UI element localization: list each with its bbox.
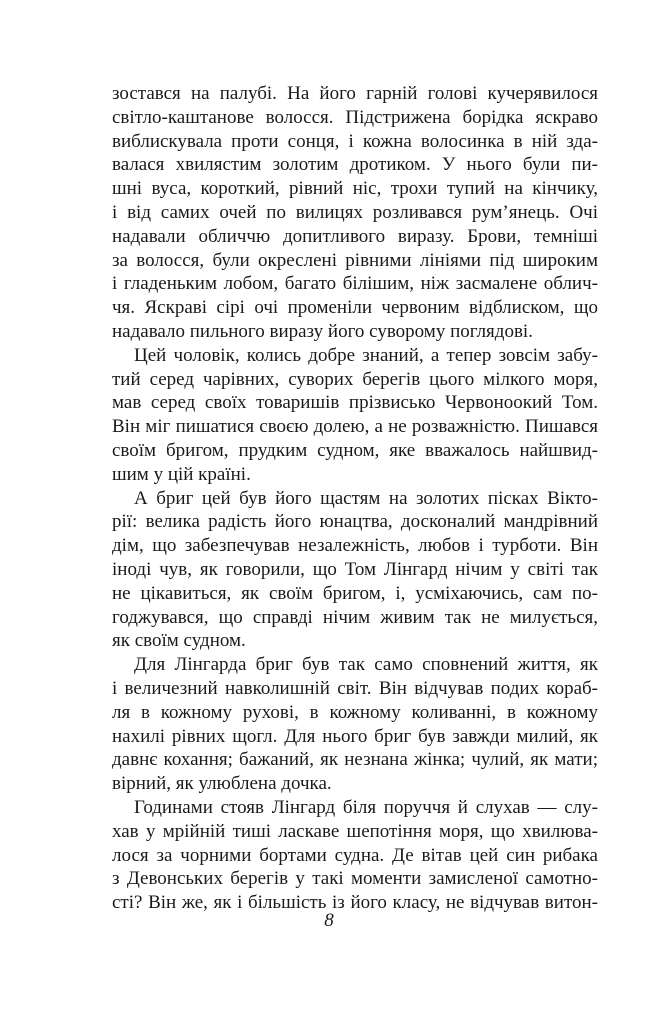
paragraph	[112, 653, 598, 796]
text-line: і гладеньким лобом, багато білішим, ніж засмалене облич-	[112, 273, 598, 295]
text-line: своїм бригом, прудким судном, яке вважалось найшвид-	[112, 439, 598, 461]
page-number: 8	[324, 910, 334, 931]
text-line: виблискувала проти сонця, і кожна волосинка в ній зда-	[112, 130, 598, 152]
paragraph	[112, 796, 598, 915]
text-line: лося за чорними бортами судна. Де вітав цей син рибака	[112, 844, 598, 866]
text-line: не цікавиться, як своїм бригом, і, усміхаючись, сам по-	[112, 582, 598, 604]
text-line: надавало пильного виразу його суворому поглядові.	[112, 320, 533, 342]
text-line: з Девонських берегів у такі моменти замисленої самотно-	[112, 868, 598, 890]
text-line: нахилі рівних щогл. Для нього бриг був завжди милий, як	[112, 725, 598, 747]
text-line: іноді чув, як говорили, що Том Лінгард нічим у світі так	[112, 558, 598, 580]
text-line: і від самих очей по вилицях розливався рум’янець. Очі	[112, 201, 598, 223]
text-line: за волосся, були окреслені рівними лініями під широким	[112, 249, 598, 271]
paragraph	[112, 344, 598, 487]
text-line: хав у мрійній тиші ласкаве шепотіння моря, що хвилюва-	[112, 820, 598, 842]
text-line: рії: велика радість його юнацтва, досконалий мандрівний	[112, 511, 598, 533]
body-text	[112, 82, 598, 915]
text-line: давнє кохання; бажаний, як незнана жінка; чулий, як мати;	[112, 749, 598, 771]
text-line: зостався на палубі. На його гарній голові кучерявилося	[112, 83, 598, 104]
text-line: чя. Яскраві сірі очі променіли червоним відблиском, що	[112, 297, 598, 319]
text-line: і величезний навколишній світ. Він відчував подих кораб-	[112, 677, 598, 699]
paragraph	[112, 82, 598, 344]
text-line: шим у цій країні.	[112, 463, 251, 485]
text-line: надавали обличчю допитливого виразу. Брови, темніші	[112, 225, 598, 247]
text-line: вірний, як улюблена дочка.	[112, 773, 332, 795]
text-line: дім, що забезпечував незалежність, любов і турботи. Він	[112, 535, 598, 557]
text-line: тий серед чарівних, суворих берегів цього мілкого моря,	[112, 368, 598, 390]
text-line: як своїм судном.	[112, 630, 246, 652]
text-line: ля в кожному рухові, в кожному коливанні, в кожному	[112, 701, 598, 723]
paragraph	[112, 487, 598, 654]
text-line: А бриг цей був його щастям на золотих пісках Вікто-	[134, 487, 598, 509]
text-line: Для Лінгарда бриг був так само сповнений життя, як	[134, 654, 598, 676]
text-line: годжувався, що справді нічим живим так не милується,	[112, 606, 598, 628]
text-line: валася хвилястим золотим дротиком. У нього були пи-	[112, 154, 598, 176]
text-line: світло-каштанове волосся. Підстрижена борідка яскраво	[112, 106, 598, 128]
text-line: мав серед своїх товаришів прізвисько Червоноокий Том.	[112, 392, 598, 414]
text-line: шні вуса, короткий, рівний ніс, трохи тупий на кінчику,	[112, 178, 598, 200]
text-line: Він міг пишатися своєю долею, а не розважністю. Пишався	[112, 416, 598, 438]
text-line: сті? Він же, як і більшість із його класу, не відчував витон-	[112, 892, 598, 914]
text-line: Цей чоловік, колись добре знаний, а тепер зовсім забу-	[134, 344, 598, 366]
text-line: Годинами стояв Лінгард біля поруччя й слухав — слу-	[134, 796, 598, 818]
